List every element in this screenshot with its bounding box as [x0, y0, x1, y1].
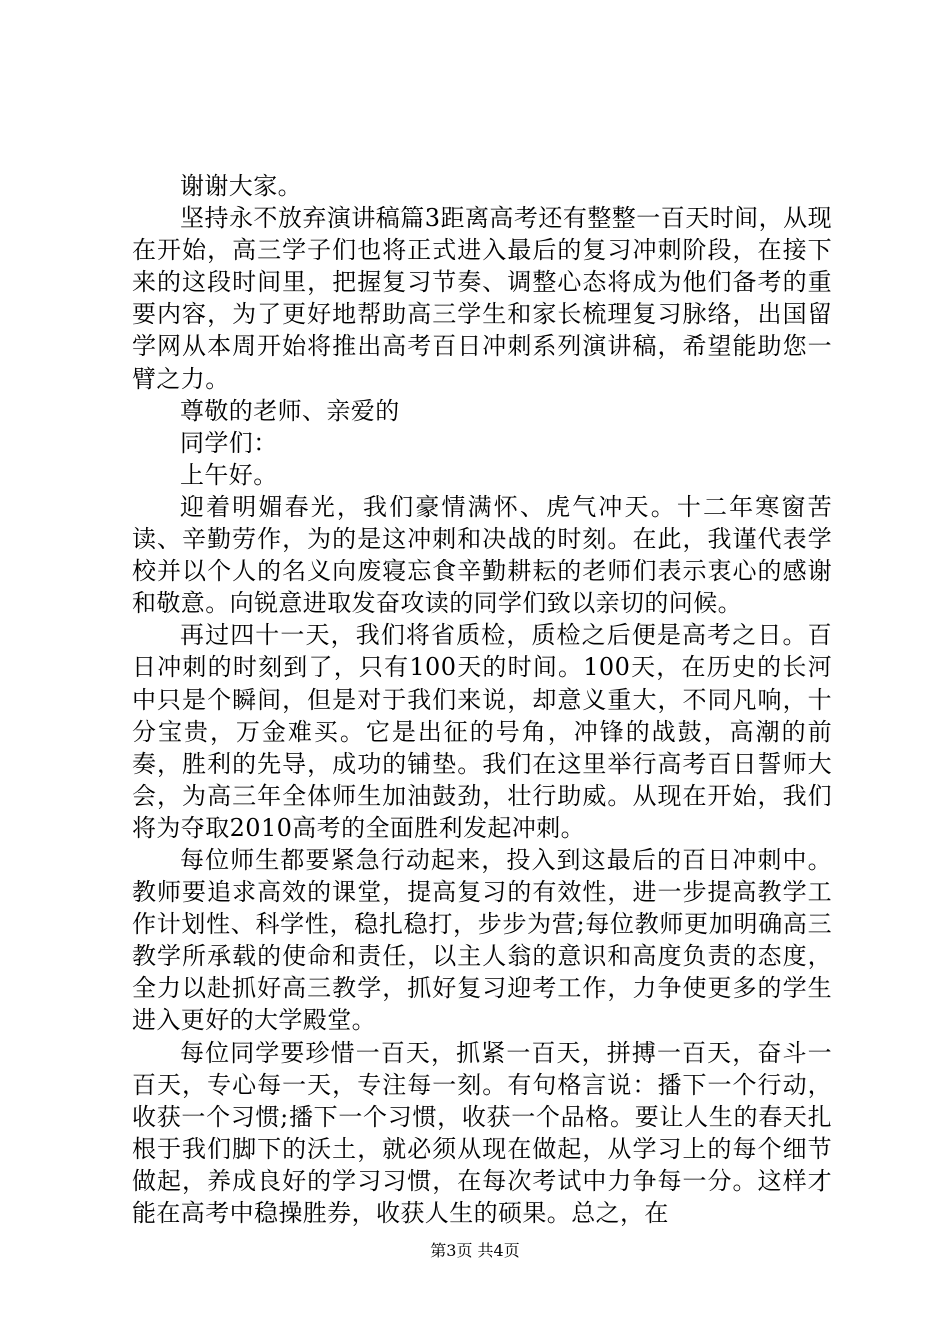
paragraph-salutation-students: 同学们：: [180, 428, 278, 457]
paragraph-greeting: 上午好。: [180, 460, 278, 489]
document-body: [132, 170, 832, 1229]
paragraph-salutation-teachers: 尊敬的老师、亲爱的: [180, 396, 400, 425]
paragraph-teachers: 每位师生都要紧急行动起来，投入到这最后的百日冲刺中。教师要追求高效的课堂，提高复习的有效性，进一步提高教学工作计划性、科学性，稳扎稳打，步步为营;每位教师更加明确高三教学所承载的使命和责任，以主人翁的意识和高度负责的态度，全力以赴抓好高三教学，抓好复习迎考工作，力争使更多的学生进入更好的大学殿堂。: [132, 845, 832, 1035]
paragraph-spring: 迎着明媚春光，我们豪情满怀、虎气冲天。十二年寒窗苦读、辛勤劳作，为的是这冲刺和决战的时刻。在此，我谨代表学校并以个人的名义向废寝忘食辛勤耕耘的老师们表示衷心的感谢和敬意。向锐意进取发奋攻读的同学们致以亲切的问候。: [132, 492, 832, 618]
paragraph-intro: 坚持永不放弃演讲稿篇3距离高考还有整整一百天时间，从现在开始，高三学子们也将正式进入最后的复习冲刺阶段，在接下来的这段时间里，把握复习节奏、调整心态将成为他们备考的重要内容，为了更好地帮助高三学生和家长梳理复习脉络，出国留学网从本周开始将推出高考百日冲刺系列演讲稿，希望能助您一臂之力。: [132, 204, 832, 393]
paragraph-students: 每位同学要珍惜一百天，抓紧一百天，拼搏一百天，奋斗一百天，专心每一天，专注每一刻。有句格言说：播下一个行动，收获一个习惯;播下一个习惯，收获一个品格。要让人生的春天扎根于我们脚下的沃土，就必须从现在做起，从学习上的每个细节做起，养成良好的学习习惯，在每次考试中力争每一分。这样才能在高考中稳操胜券，收获人生的硕果。总之，在: [132, 1038, 832, 1227]
paragraph-countdown: 再过四十一天，我们将省质检，质检之后便是高考之日。百日冲刺的时刻到了，只有100天的时间。100天，在历史的长河中只是个瞬间，但是对于我们来说，却意义重大，不同凡响，十分宝贵，万金难买。它是出征的号角，冲锋的战鼓，高潮的前奏，胜利的先导，成功的铺垫。我们在这里举行高考百日誓师大会，为高三年全体师生加油鼓劲，壮行助威。从现在开始，我们将为夺取2010高考的全面胜利发起冲刺。: [132, 621, 832, 842]
paragraph-thanks: 谢谢大家。: [180, 172, 302, 200]
page-number-footer: 第3页 共4页: [430, 1241, 520, 1260]
